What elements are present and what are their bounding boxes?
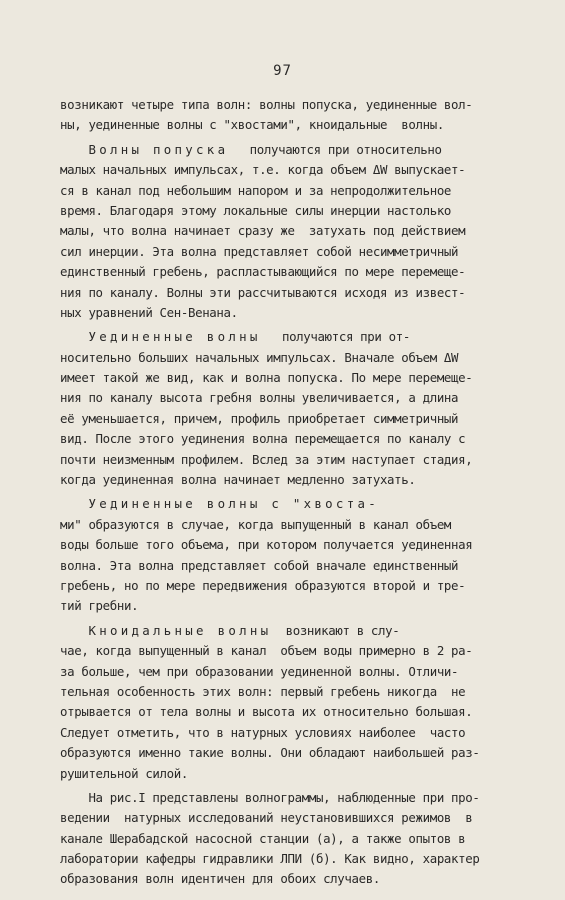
text-line: чае, когда выпущенный в канал объем воды примерно в 2 ра- — [60, 643, 473, 659]
paragraph-figure-reference — [60, 788, 530, 890]
text-line: Волны попуска получаются при относительно — [88, 141, 442, 157]
text-line: тельная особенность этих волн: первый гребень никогда не — [60, 683, 466, 699]
text-line: тий гребни. — [60, 598, 139, 614]
text-line: Кноидальные волны возникают в слу- — [88, 622, 400, 638]
paragraph-intro — [60, 95, 530, 136]
text-line: отрывается от тела волны и высота их относительно большая. — [60, 704, 473, 720]
text-line: её уменьшается, причем, профиль приобретает симметричный — [60, 410, 459, 426]
paragraph-tailed-waves — [60, 494, 530, 616]
text-line: время. Благодаря этому локальные силы инерции настолько — [60, 202, 452, 218]
term-heading: Волны попуска — [88, 141, 229, 157]
text-line: когда уединенная волна начинает медленно затухать. — [60, 472, 416, 488]
text-line: волна. Эта волна представляет собой вначале единственный — [60, 557, 459, 573]
text-line: канале Шерабадской насосной станции (а), а также опытов в — [60, 830, 466, 846]
text-line: единственный гребень, распластывающийся по мере перемеще- — [60, 264, 466, 280]
text-line: ния по каналу высота гребня волны увеличивается, а длина — [60, 390, 459, 406]
text-line: гребень, но по мере передвижения образуются второй и тре- — [60, 577, 466, 593]
text-line: Уединенные волны получаются при от- — [88, 329, 410, 345]
paragraph-release-waves — [60, 140, 530, 324]
text-line: малы, что волна начинает сразу же затухать под действием — [60, 223, 466, 239]
text-line: образования волн идентичен для обоих случаев. — [60, 871, 380, 887]
paragraph-solitary-waves — [60, 327, 530, 490]
text-line: почти неизменным профилем. Вслед за этим наступает стадия, — [60, 451, 473, 467]
paragraph-cnoidal-waves — [60, 621, 530, 784]
text-line: лаборатории кафедры гидравлики ЛПИ (б). Как видно, характер — [60, 851, 480, 867]
text-line: возникают четыре типа волн: волны попуска, уединенные вол- — [60, 97, 473, 112]
text-line: ся в канал под небольшим напором и за непродолжительное — [60, 182, 452, 198]
text-line: ния по каналу. Волны эти рассчитываются исходя из извест- — [60, 284, 466, 300]
text-line: ны, уединенные волны с "хвостами", кноидальные волны. — [60, 117, 444, 133]
text-line: воды больше того объема, при котором получается уединенная — [60, 537, 473, 553]
text-line: На рис.I представлены волнограммы, наблюденные при про- — [60, 789, 480, 805]
text-line: ми" образуются в случае, когда выпущенный в канал объем — [60, 516, 452, 532]
term-heading: Кноидальные волны — [88, 622, 272, 638]
text-line: ных уравнений Сен-Венана. — [60, 304, 238, 320]
text-line: носительно больших начальных импульсах. Вначале объем ΔW — [60, 349, 459, 365]
term-heading: Уединенные волны с "хвоста- — [88, 496, 379, 512]
text-line: имеет такой же вид, как и волна попуска. По мере перемеще- — [60, 370, 473, 386]
text-line: сил инерции. Эта волна представляет собой несимметричный — [60, 243, 459, 259]
body-text — [60, 95, 530, 894]
text-line: рушительной силой. — [60, 765, 188, 781]
term-heading: Уединенные волны — [88, 329, 261, 345]
text-line: малых начальных импульсах, т.е. когда объем ΔW выпускает- — [60, 162, 466, 178]
text-line: за больше, чем при образовании уединенной волны. Отличи- — [60, 663, 459, 679]
text-line: образуются именно такие волны. Они обладают наибольшей раз- — [60, 745, 480, 761]
text-line: вид. После этого уединения волна перемещается по каналу с — [60, 431, 466, 447]
text-line: ведении натурных исследований неустановившихся режимов в — [60, 810, 473, 826]
page-number: 97 — [273, 63, 292, 79]
text-line: Следует отметить, что в натурных условиях наиболее часто — [60, 724, 466, 740]
text-line — [60, 494, 530, 514]
